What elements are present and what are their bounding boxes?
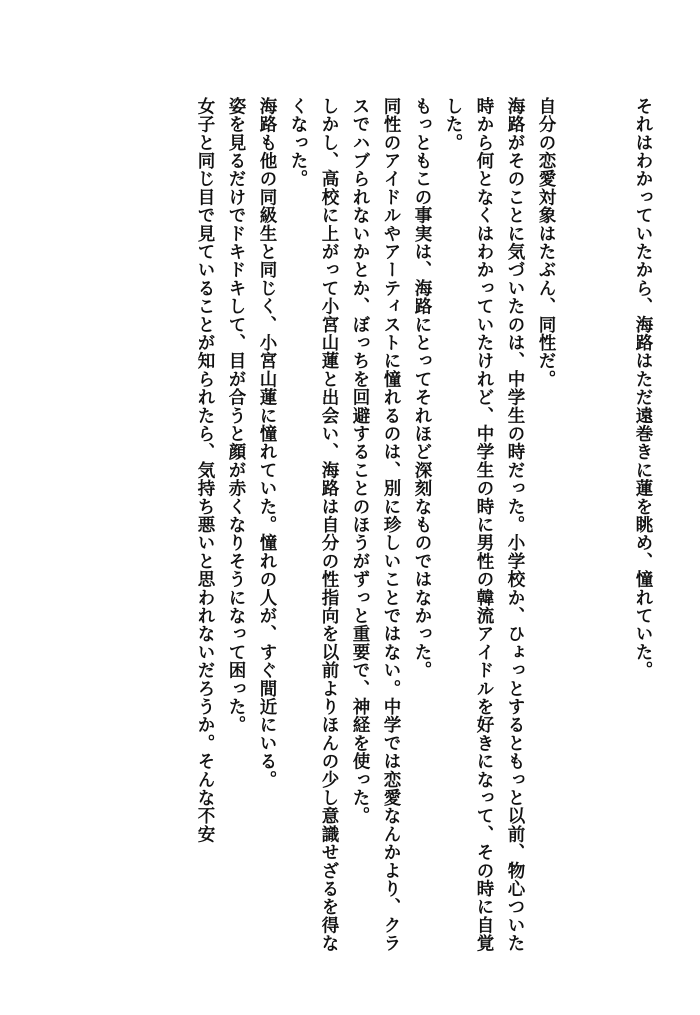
paragraph-5: 同性のアイドルやアーティストに憧れるのは、別に珍しいことではない。中学では恋愛なんかより、クラスでハブられないかとか、ぼっちを回避することのほうがずっと重要で、神経を使った。 xyxy=(350,97,401,953)
vertical-text-body xyxy=(18,97,658,957)
paragraph-1: それはわかっていたから、海路はただ遠巻きに蓮を眺め、憧れていた。 xyxy=(633,97,653,680)
paragraph-4: もっともこの事実は、海路にとってそれほど深刻なものではなかった。 xyxy=(412,97,432,680)
paragraph-6: しかし、高校に上がって小宮山蓮と出会い、海路は自分の性指向を以前よりほんの少し意識せざるを得なくなった。 xyxy=(288,97,339,953)
paragraph-3: 海路がそのことに気づいたのは、中学生の時だった。小学校か、ひょっとするともっと以前、物心ついた時から何となくはわかっていたけれど、中学生の時に男性の韓流アイドルを好きになって、その時に自覚した。 xyxy=(443,97,525,953)
paragraph-2: 自分の恋愛対象はたぶん、同性だ。 xyxy=(536,97,556,389)
paragraph-7: 海路も他の同級生と同じく、小宮山蓮に憧れていた。憧れの人が、すぐ間近にいる。 xyxy=(257,97,277,789)
paragraph-8: 姿を見るだけでドキドキして、目が合うと顔が赤くなりそうになって困った。 xyxy=(226,97,246,734)
paragraph-9: 女子と同じ目で見ていることが知られたら、気持ち悪いと思われないだろうか。そんな不安 xyxy=(195,97,215,844)
blank-line xyxy=(579,97,610,957)
